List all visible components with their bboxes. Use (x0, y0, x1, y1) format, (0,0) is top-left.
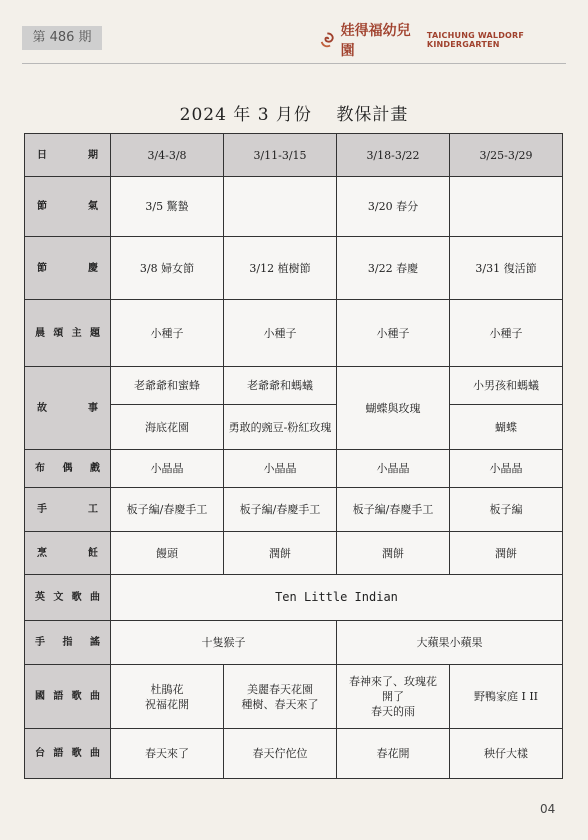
cell: 小男孩和螞蟻 (450, 367, 563, 405)
cell: 蝴蝶 (450, 405, 563, 450)
label-date: 日 期 (25, 134, 111, 177)
cell: 老爺爺和蜜蜂 (111, 367, 224, 405)
row-solar-terms (25, 177, 563, 237)
label-morning-theme: 晨 頌 主 題 (25, 300, 111, 367)
week-4: 3/25-3/29 (450, 134, 563, 177)
brand-name-cn: 娃得福幼兒園 (340, 23, 411, 59)
cell: 春花開 (337, 729, 450, 779)
label-cooking: 烹 飪 (25, 532, 111, 575)
cell (450, 177, 563, 237)
label-finger-play: 手 指 謠 (25, 621, 111, 665)
row-finger-play (25, 621, 563, 665)
cell: 小種子 (337, 300, 450, 367)
cell: 勇敢的豌豆-粉紅玫瑰 (224, 405, 337, 450)
row-morning-theme (25, 300, 563, 367)
label-handwork: 手 工 (25, 488, 111, 532)
page-number: 04 (540, 802, 556, 816)
cell: 板子編/春慶手工 (111, 488, 224, 532)
header-divider (22, 63, 566, 64)
cell: 3/5 驚蟄 (111, 177, 224, 237)
row-festivals (25, 237, 563, 300)
cell: 秧仔大樣 (450, 729, 563, 779)
cell: 杜鵑花 祝福花開 (111, 665, 224, 729)
cell: 3/31 復活節 (450, 237, 563, 300)
cell: 板子編/春慶手工 (224, 488, 337, 532)
cell: 春天來了 (111, 729, 224, 779)
cell: 十隻猴子 (111, 621, 337, 665)
row-puppet-show (25, 450, 563, 488)
cell: 春天佇佗位 (224, 729, 337, 779)
label-puppet-show: 布 偶 戲 (25, 450, 111, 488)
cell: 老爺爺和螞蟻 (224, 367, 337, 405)
cell (224, 177, 337, 237)
week-1: 3/4-3/8 (111, 134, 224, 177)
cell: 美麗春天花園 種樹、春天來了 (224, 665, 337, 729)
week-3: 3/18-3/22 (337, 134, 450, 177)
label-english-song: 英 文 歌 曲 (25, 575, 111, 621)
schedule-table (24, 133, 563, 779)
label-festivals: 節 慶 (25, 237, 111, 300)
week-2: 3/11-3/15 (224, 134, 337, 177)
label-story: 故 事 (25, 367, 111, 450)
cell: 大蘋果小蘋果 (337, 621, 563, 665)
cell: 3/22 春慶 (337, 237, 450, 300)
cell: 潤餅 (337, 532, 450, 575)
cell-english-song: Ten Little Indian (111, 575, 563, 621)
cell: 3/12 植樹節 (224, 237, 337, 300)
row-handwork (25, 488, 563, 532)
swirl-logo-icon (318, 30, 337, 50)
cell: 饅頭 (111, 532, 224, 575)
row-cooking (25, 532, 563, 575)
row-date (25, 134, 563, 177)
cell: 3/8 婦女節 (111, 237, 224, 300)
cell: 小種子 (111, 300, 224, 367)
page-title: 2024 年 3 月份 教保計畫 (179, 105, 409, 125)
row-taiwanese-song (25, 729, 563, 779)
cell: 潤餅 (224, 532, 337, 575)
cell: 板子編/春慶手工 (337, 488, 450, 532)
label-solar-terms: 節 氣 (25, 177, 111, 237)
cell: 小晶晶 (111, 450, 224, 488)
cell: 小種子 (224, 300, 337, 367)
cell: 板子編 (450, 488, 563, 532)
cell: 野鴨家庭 I II (450, 665, 563, 729)
row-mandarin-song (25, 665, 563, 729)
cell: 小晶晶 (450, 450, 563, 488)
row-story-1 (25, 367, 563, 405)
cell: 潤餅 (450, 532, 563, 575)
label-mandarin-song: 國 語 歌 曲 (25, 665, 111, 729)
brand-logo (318, 23, 588, 59)
cell: 小種子 (450, 300, 563, 367)
brand-name-en: TAICHUNG WALDORF KINDERGARTEN (426, 31, 525, 49)
cell: 小晶晶 (224, 450, 337, 488)
cell: 春神來了、玫瑰花 開了 春天的雨 (337, 665, 450, 729)
issue-number: 第 486 期 (22, 26, 102, 50)
cell: 海底花園 (111, 405, 224, 450)
cell: 3/20 春分 (337, 177, 450, 237)
cell-merged: 蝴蝶與玫瑰 (337, 367, 450, 450)
row-english-song (25, 575, 563, 621)
label-taiwanese-song: 台 語 歌 曲 (25, 729, 111, 779)
cell: 小晶晶 (337, 450, 450, 488)
